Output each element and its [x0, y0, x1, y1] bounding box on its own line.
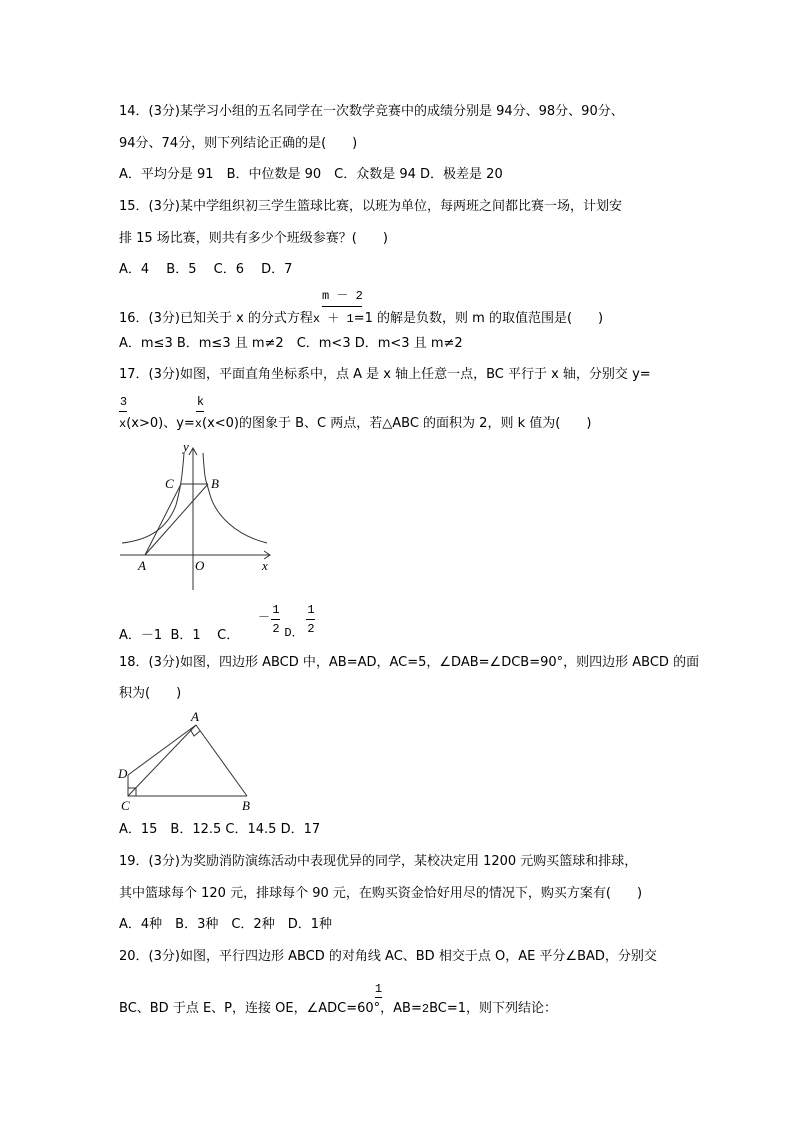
- q20-stem-line2: [119, 1001, 557, 1017]
- q16-stem-line1: [119, 311, 603, 327]
- q15-stem-line1: 15．(3分)某中学组织初三学生篮球比赛，以班为单位，每两班之间都比赛一场，计划安: [119, 199, 622, 214]
- q20-stem-line1: 20．(3分)如图，平行四边形 ABCD 的对角线 AC、BD 相交于点 O，AE 平分∠BAD，分别交: [119, 949, 657, 964]
- q17-option-d-denominator: 2: [307, 622, 315, 636]
- q20-fraction-bar: [375, 997, 382, 998]
- q17-option-c-numerator: 1: [272, 603, 280, 617]
- q16-stem-post: =1 的解是负数，则 m 的取值范围是( ): [353, 311, 604, 326]
- q19-stem-line2: 其中篮球每个 120 元，排球每个 90 元，在购买资金恰好用尽的情况下，购买方案有( ): [119, 886, 643, 901]
- q16-fraction-numerator: m － 2: [322, 289, 363, 303]
- q15-stem-line2: 排 15 场比赛，则共有多少个班级参赛？( ): [119, 231, 388, 246]
- q18-stem-line1: 18．(3分)如图，四边形 ABCD 中，AB=AD，AC=5，∠DAB=∠DCB=90°，则四边形 ABCD 的面: [119, 655, 700, 670]
- q18-stem-line2: 积为( ): [119, 686, 182, 701]
- q20-stem-post: BC=1，则下列结论：: [429, 1001, 558, 1016]
- q17-option-b: B．1: [170, 628, 201, 643]
- q17-option-d-bar: [306, 619, 315, 620]
- q17-label-O: O: [195, 558, 205, 573]
- q16-fraction-bar: [322, 306, 362, 307]
- q17-label-B: B: [211, 476, 219, 491]
- q20-stem-pre: BC、BD 于点 E、P，连接 OE，∠ADC=60°，AB=: [119, 1001, 422, 1016]
- q15-options: A．4 B．5 C．6 D．7: [119, 262, 293, 277]
- q17-figure-hyperbola-graph: [110, 435, 290, 595]
- q17-fraction1-denominator: x: [119, 417, 127, 431]
- q14-options: A．平均分是 91 B．中位数是 90 C．众数是 94 D．极差是 20: [119, 167, 503, 182]
- q16-options: A．m≤3 B．m≤3 且 m≠2 C．m<3 D．m<3 且 m≠2: [119, 336, 463, 351]
- q17-option-c-bar: [271, 619, 280, 620]
- q17-option-c-sign: －: [258, 611, 271, 625]
- q18-label-D: D: [118, 766, 128, 781]
- q17-label-x: x: [262, 558, 268, 573]
- q17-option-c: C．: [217, 628, 240, 643]
- q17-fraction2-denominator: x: [194, 417, 202, 431]
- q17-fraction2-bar: [196, 411, 204, 412]
- q20-fraction-denominator: 2: [421, 1002, 430, 1016]
- q16-fraction-denominator: x ＋ 1: [312, 312, 354, 326]
- q17-label-y: y: [183, 439, 189, 454]
- q17-fraction2-numerator: k: [196, 395, 205, 409]
- q17-stem-part2: (x>0)、y=: [126, 416, 195, 431]
- q17-label-A: A: [138, 558, 146, 573]
- q17-stem-line1: 17．(3分)如图，平面直角坐标系中，点 A 是 x 轴上任意一点，BC 平行于 x 轴，分别交 y=: [119, 367, 651, 382]
- q17-option-d: D．: [284, 626, 304, 640]
- q18-figure-quadrilateral: [110, 705, 280, 815]
- q19-options: A．4种 B．3种 C．2种 D．1种: [119, 917, 332, 932]
- q18-options: A．15 B．12.5 C．14.5 D．17: [119, 822, 321, 837]
- q14-stem-line2: 94分、74分，则下列结论正确的是( ): [119, 136, 358, 151]
- q18-label-A: A: [191, 709, 199, 724]
- q17-fraction1-numerator: 3: [119, 395, 128, 409]
- q16-stem-pre: 16．(3分)已知关于 x 的分式方程: [119, 311, 313, 326]
- q17-option-c-denominator: 2: [272, 622, 280, 636]
- q19-stem-line1: 19．(3分)为奖励消防演练活动中表现优异的同学，某校决定用 1200 元购买篮球和排球，: [119, 854, 638, 869]
- q18-label-B: B: [242, 798, 250, 813]
- q17-stem-part4: (x<0)的图象于 B、C 两点，若△ABC 的面积为 2，则 k 值为( ): [202, 416, 592, 431]
- q17-options: [119, 628, 239, 644]
- q17-option-d-numerator: 1: [307, 603, 315, 617]
- q20-fraction-numerator: 1: [374, 982, 383, 996]
- q17-label-C: C: [165, 476, 174, 491]
- q17-fraction1-bar: [119, 411, 127, 412]
- q18-label-C: C: [121, 798, 130, 813]
- q17-option-a: A．－1: [119, 628, 163, 643]
- q17-stem-line2: [119, 416, 591, 432]
- q14-stem-line1: 14．(3分)某学习小组的五名同学在一次数学竞赛中的成绩分别是 94分、98分、90分、: [119, 104, 624, 119]
